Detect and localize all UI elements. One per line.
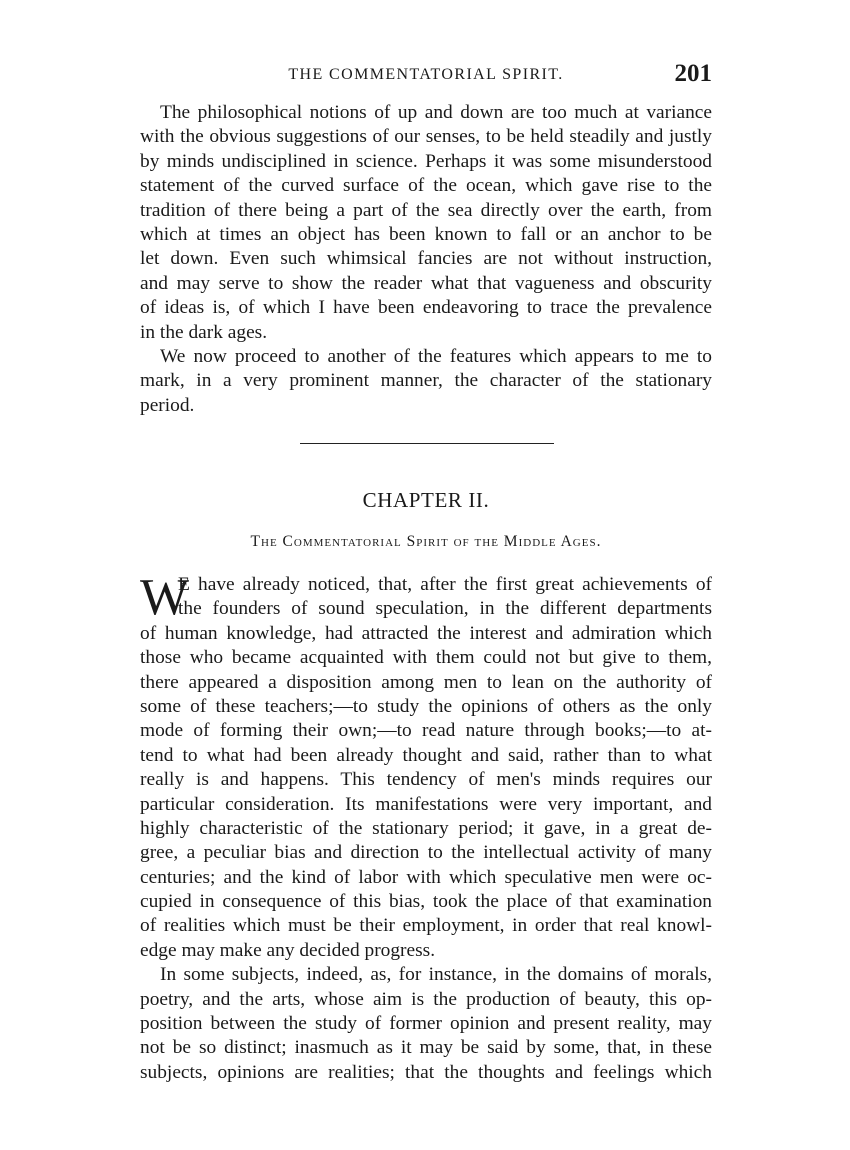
chapter-title: The Commentatorial Spirit of the Middle Ages. xyxy=(250,533,602,550)
text-line: The philosophical notions of up and down are too much at variance xyxy=(160,102,712,123)
text-line: of ideas is, of which I have been endeavoring to trace the prevalence xyxy=(140,297,712,319)
running-head xyxy=(140,60,712,94)
text-line: period. xyxy=(140,394,195,416)
section-divider-rule xyxy=(300,443,554,444)
text-line: let down. Even such whimsical fancies are not without instruction, xyxy=(140,248,712,270)
text-line: particular consideration. Its manifestations were very important, and xyxy=(140,793,712,815)
section-two-paragraphs xyxy=(140,569,712,1085)
text-line: edge may make any decided progress. xyxy=(140,939,436,961)
text-line: mark, in a very prominent manner, the character of the stationary xyxy=(140,370,712,392)
text-line: highly characteristic of the stationary period; it gave, in a great de- xyxy=(140,817,712,839)
text-line: We now proceed to another of the features which appears to me to xyxy=(160,345,712,367)
text-line: not be so distinct; inasmuch as it may be said by some, that, in these xyxy=(140,1037,712,1059)
text-line: with the obvious suggestions of our senses, to be held steadily and justly xyxy=(140,126,712,148)
drop-cap: W xyxy=(140,569,190,626)
text-line: subjects, opinions are realities; that the thoughts and feelings which xyxy=(140,1061,712,1083)
text-line: statement of the curved surface of the ocean, which gave rise to the xyxy=(140,175,712,197)
text-line: gree, a peculiar bias and direction to the intellectual activity of many xyxy=(140,842,712,864)
text-line: mode of forming their own;—to read nature through books;—to at- xyxy=(140,720,712,742)
text-line: which at times an object has been known to fall or an anchor to be xyxy=(140,223,712,245)
text-line: and may serve to show the reader what that vagueness and obscurity xyxy=(140,272,712,294)
chapter-heading: CHAPTER II. xyxy=(362,488,490,512)
text-line: of human knowledge, had attracted the interest and admiration which xyxy=(140,622,712,644)
text-line: those who became acquainted with them could not but give to them, xyxy=(140,647,712,669)
text-line: In some subjects, indeed, as, for instance, in the domains of morals, xyxy=(160,964,712,986)
text-line: centuries; and the kind of labor with which speculative men were oc- xyxy=(140,866,712,888)
text-line: poetry, and the arts, whose aim is the production of beauty, this op- xyxy=(140,988,712,1010)
text-line: cupied in consequence of this bias, took the place of that examination xyxy=(140,891,712,913)
text-line: the founders of sound speculation, in the different departments xyxy=(178,598,712,620)
text-line: some of these teachers;—to study the opinions of others as the only xyxy=(140,695,712,717)
section-one-paragraphs xyxy=(140,101,712,418)
text-line: of realities which must be their employment, in order that real knowl- xyxy=(140,915,712,937)
text-line: by minds undisciplined in science. Perhaps it was some misunderstood xyxy=(140,150,712,172)
text-line: position between the study of former opinion and present reality, may xyxy=(140,1013,712,1035)
text-line: really is and happens. This tendency of men's minds requires our xyxy=(140,769,712,791)
text-line: in the dark ages. xyxy=(140,321,268,343)
page-number: 201 xyxy=(674,60,712,87)
text-line: E have already noticed, that, after the first great achievements of xyxy=(178,574,712,595)
running-title: THE COMMENTATORIAL SPIRIT. xyxy=(288,66,564,83)
text-line: there appeared a disposition among men to lean on the authority of xyxy=(140,671,712,693)
text-line: tend to what had been already thought and said, rather than to what xyxy=(140,744,712,766)
text-line: tradition of there being a part of the sea directly over the earth, from xyxy=(140,199,712,221)
